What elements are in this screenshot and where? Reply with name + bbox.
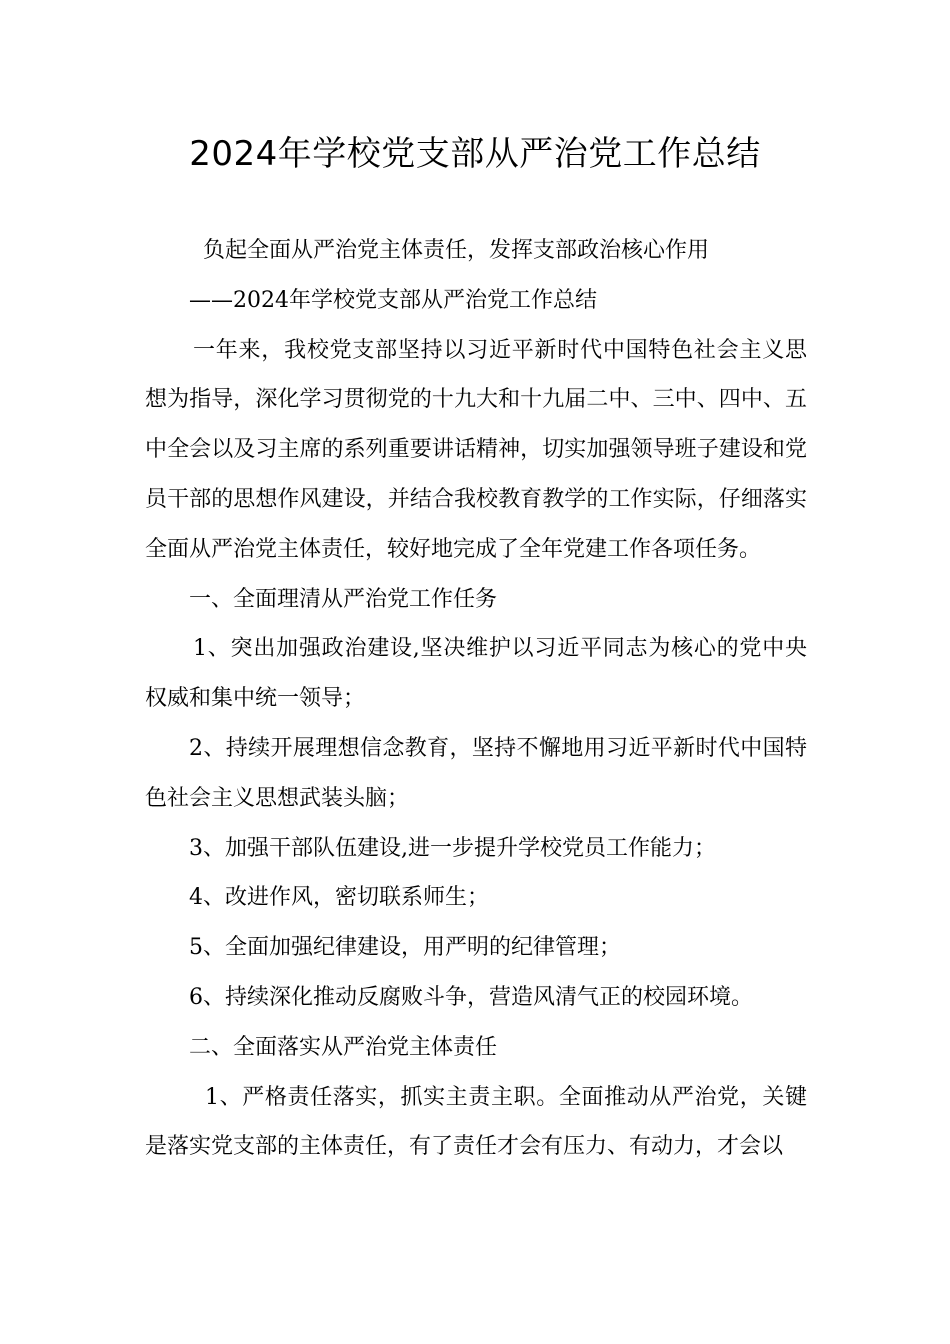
section-1-item-1: 1、突出加强政治建设,坚决维护以习近平同志为核心的党中央权威和集中统一领导； <box>145 636 807 712</box>
section-2-heading: 二、全面落实从严治党主体责任 <box>189 1034 498 1060</box>
section-2-paragraph-1: 1、严格责任落实，抓实主责主职。全面推动从严治党，关键是落实党支部的主体责任，有了责任才会有压力、有动力，才会以 <box>145 1084 807 1160</box>
section-1-item-5: 5、全面加强纪律建设，用严明的纪律管理； <box>189 935 621 961</box>
intro-paragraph: 一年来，我校党支部坚持以习近平新时代中国特色社会主义思想为指导，深化学习贯彻党的十九大和十九届二中、三中、四中、五中全会以及习主席的系列重要讲话精神，切实加强领导班子建设和党员干部的思想作风建设，并结合我校教育教学的工作实际，仔细落实全面从严治党主体责任，较好地完成了全年党建工作各项任务。 <box>145 337 807 562</box>
section-1-item-4: 4、改进作风，密切联系师生； <box>189 885 489 911</box>
section-1-heading: 一、全面理清从严治党工作任务 <box>189 586 498 612</box>
section-1-item-6: 6、持续深化推动反腐败斗争，营造风清气正的校园环境。 <box>189 984 753 1010</box>
subtitle-sub: ——2024年学校党支部从严治党工作总结 <box>189 287 597 313</box>
subtitle: 负起全面从严治党主体责任，发挥支部政治核心作用 <box>203 238 710 263</box>
document-title: 2024年学校党支部从严治党工作总结 <box>189 134 761 174</box>
section-1-item-2: 2、持续开展理想信念教育，坚持不懈地用习近平新时代中国特色社会主义思想武装头脑； <box>145 735 807 811</box>
section-1-item-3: 3、加强干部队伍建设,进一步提升学校党员工作能力； <box>189 835 716 861</box>
document-body <box>145 226 807 1172</box>
